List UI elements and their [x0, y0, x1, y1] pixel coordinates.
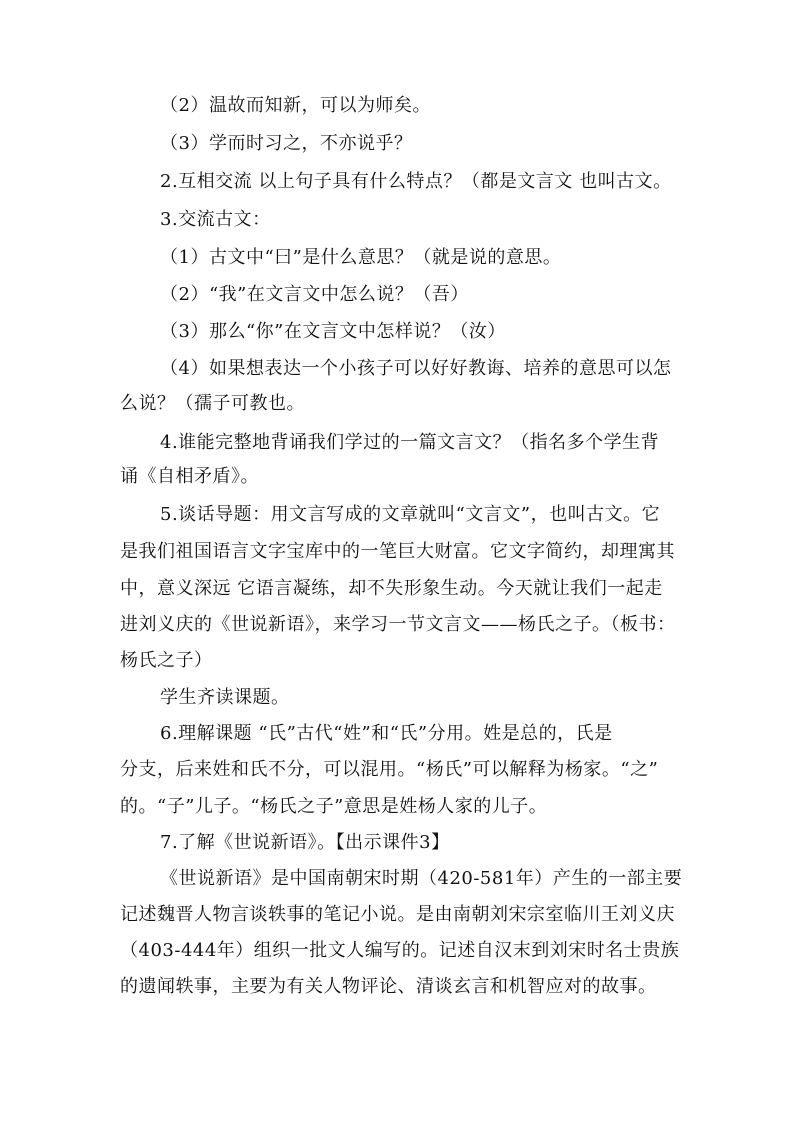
text-line: 4.谁能完整地背诵我们学过的一篇文言文？（指名多个学生背	[160, 432, 660, 453]
text-line: 《世说新语》是中国南朝宋时期（420-581年）产生的一部主要	[160, 868, 683, 889]
text-line: 2.互相交流 以上句子具有什么特点？（都是文言文 也叫古文。	[160, 171, 672, 192]
text-line: （1）古文中“曰”是什么意思？（就是说的意思。	[160, 247, 562, 268]
text-line: 的遗闻轶事，主要为有关人物评论、清谈玄言和机智应对的故事。	[120, 976, 657, 997]
text-line: 7.了解《世说新语》。【出示课件3】	[160, 832, 450, 853]
text-line: 诵《自相矛盾》。	[120, 466, 259, 487]
text-line: 5.谈话导题：用文言写成的文章就叫“文言文”，也叫古文。它	[160, 504, 661, 525]
text-line: 的。“子”儿子。“杨氏之子”意思是姓杨人家的儿子。	[120, 796, 548, 817]
text-line: 进刘义庆的《世说新语》，来学习一节文言文——杨氏之子。（板书：	[120, 614, 676, 635]
text-line: 么说？（孺子可教也。	[120, 393, 305, 414]
text-line: 中，意义深远 它语言凝练，却不失形象生动。今天就让我们一起走	[120, 578, 663, 599]
text-line: （2）“我”在文言文中怎么说？（吾）	[160, 284, 469, 305]
text-line: 记述魏晋人物言谈轶事的笔记小说。是由南朝刘宋宗室临川王刘义庆	[120, 904, 675, 925]
text-line: 分支，后来姓和氏不分，可以混用。“杨氏”可以解释为杨家。“之”	[120, 759, 659, 780]
text-line: 学生齐读课题。	[160, 687, 290, 708]
text-line: 是我们祖国语言文字宝库中的一笔巨大财富。它文字简约，却理寓其	[120, 541, 675, 562]
text-line: （2）温故而知新，可以为师矣。	[160, 95, 431, 116]
text-line: （4）如果想表达一个小孩子可以好好教诲、培养的意思可以怎	[160, 358, 672, 379]
text-line: （3）那么“你”在文言文中怎样说？（汝）	[160, 321, 506, 342]
text-line: （3）学而时习之，不亦说乎？	[160, 133, 413, 154]
text-line: 杨氏之子）	[120, 650, 213, 671]
text-line: 6.理解课题 “氏”古代“姓”和“氏”分用。姓是总的，氏是	[160, 723, 613, 744]
text-line: 3.交流古文：	[160, 209, 271, 230]
text-line: （403-444年）组织一批文人编写的。记述自汉末到刘宋时名士贵族	[120, 940, 680, 961]
